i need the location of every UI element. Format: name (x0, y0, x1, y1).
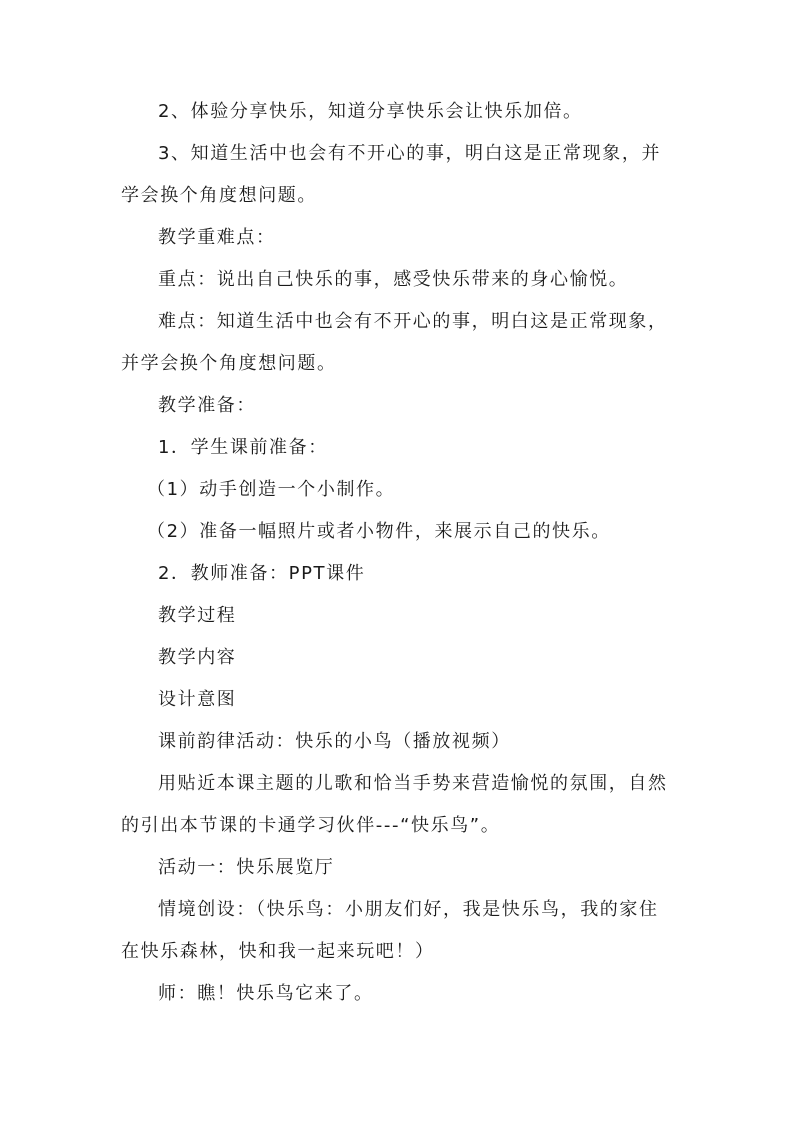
section-heading-preparation: 教学准备： (158, 395, 256, 416)
student-preparation: 1．学生课前准备： (158, 437, 328, 458)
difficult-point: 难点：知道生活中也会有不开心的事，明白这是正常现象，并学会换个角度想问题。 (121, 311, 668, 374)
warmup-intent: 用贴近本课主题的儿歌和恰当手势来营造愉悦的氛围，自然的引出本节课的卡通学习伙伴---“快乐鸟”。 (121, 773, 668, 836)
document-body (121, 102, 674, 1004)
key-point: 重点：说出自己快乐的事，感受快乐带来的身心愉悦。 (158, 269, 629, 290)
scenario-setup: 情境创设：（快乐鸟：小朋友们好，我是快乐鸟，我的家住在快乐森林，快和我一起来玩吧！） (121, 899, 659, 962)
student-preparation-item-1: （1）动手创造一个小制作。 (147, 479, 396, 500)
section-heading-key-points: 教学重难点： (158, 227, 276, 248)
teacher-line: 师：瞧！快乐鸟它来了。 (158, 983, 374, 1004)
column-heading-intent: 设计意图 (158, 689, 237, 710)
objective-3: 3、知道生活中也会有不开心的事，明白这是正常现象，并学会换个角度想问题。 (121, 143, 662, 206)
section-heading-process: 教学过程 (158, 605, 237, 626)
activity-one-heading: 活动一：快乐展览厅 (158, 857, 335, 878)
column-heading-content: 教学内容 (158, 647, 237, 668)
warmup-activity: 课前韵律活动：快乐的小鸟（播放视频） (158, 731, 511, 752)
teacher-preparation: 2．教师准备：PPT课件 (158, 563, 366, 584)
student-preparation-item-2: （2）准备一幅照片或者小物件，来展示自己的快乐。 (147, 521, 611, 542)
objective-2: 2、体验分享快乐，知道分享快乐会让快乐加倍。 (158, 101, 583, 122)
